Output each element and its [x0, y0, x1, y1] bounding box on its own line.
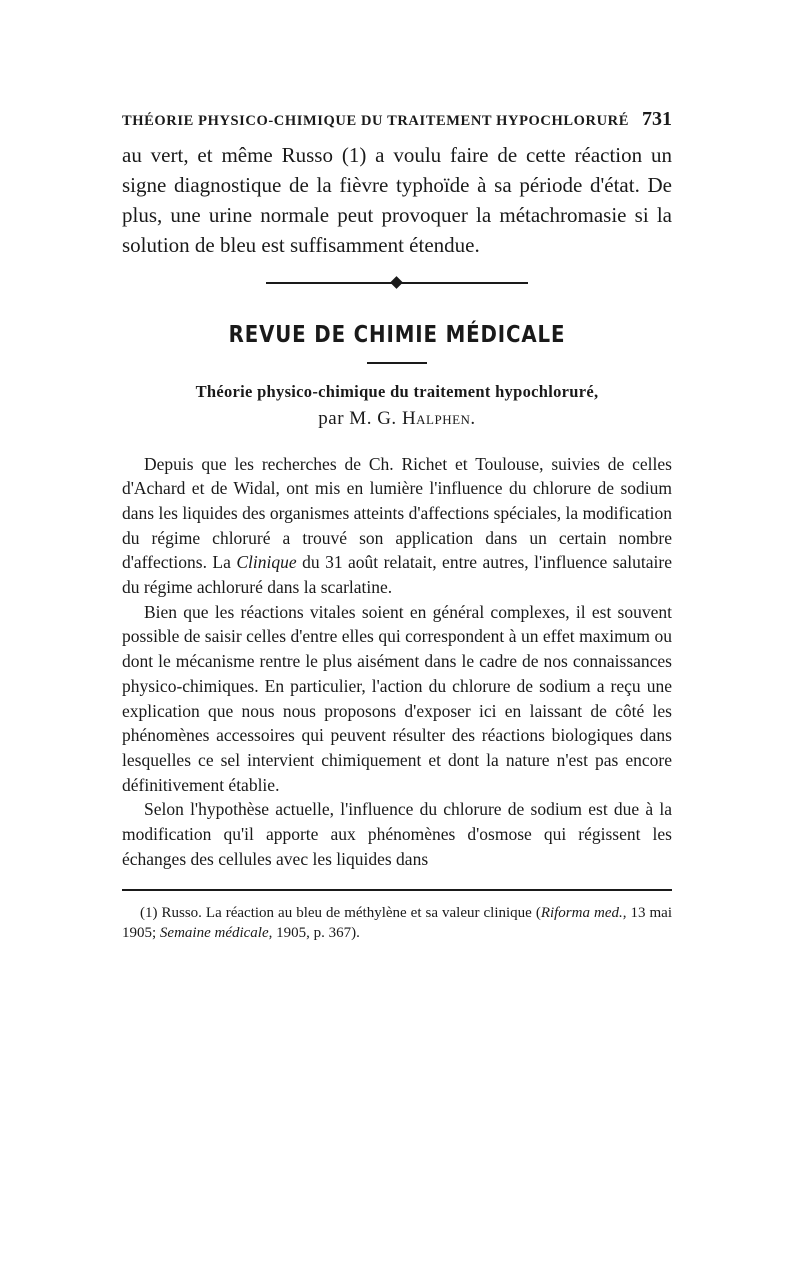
running-title: THÉORIE PHYSICO-CHIMIQUE DU TRAITEMENT HYPOCHLORURÉ — [122, 113, 630, 129]
page — [122, 108, 672, 943]
footnote-journal-semaine: Semaine médicale — [159, 924, 269, 941]
lead-paragraph: au vert, et même Russo (1) a voulu faire de cette réaction un signe diagnostique de la fièvre typhoïde à sa période d'état. De plus, une urine normale peut provoquer la métachromasie si la solution de bleu est suffisamment étendue. — [122, 143, 672, 257]
body-paragraph-2: Bien que les réactions vitales soient en général complexes, il est souvent possible de saisir celles d'entre elles qui correspondent à un effet maximum ou dont le mécanisme rentre le plus aisément dans le cadre de nos connaissances physico-chimiques. En particulier, l'action du chlorure de sodium a reçu une explication que nous nous proposons d'exposer ici en laissant de côté les phénomènes accessoires qui peuvent résulter des réactions biologiques dans lesquelles ce sel intervient chimiquement et dont la nature n'est pas encore définitivement établie. — [122, 601, 672, 795]
article-title: Théorie physico-chimique du traitement hypochloruré, — [195, 381, 599, 401]
footnote-text-after: , 1905, p. 367). — [268, 924, 360, 941]
ornamental-divider — [266, 276, 528, 290]
footnote-text-middle: , 13 mai 1905; — [122, 904, 672, 941]
journal-name-clinique: Clinique — [236, 552, 297, 573]
footnote-rule — [122, 889, 672, 891]
footnote-journal-riforma: Riforma med. — [540, 904, 623, 921]
footnotes — [122, 903, 672, 943]
footnote-1 — [122, 903, 672, 943]
p1-text-after: du 31 août relatait, entre autres, l'influence salutaire du régime achloruré dans la scarlatine. — [122, 552, 672, 598]
footnote-text-before: (1) Russo. La réaction au bleu de méthylène et sa valeur clinique ( — [140, 904, 541, 921]
byline-prefix: par M. G. — [318, 407, 397, 429]
section-rule — [367, 362, 427, 364]
article-body — [122, 452, 672, 872]
body-paragraph-3: Selon l'hypothèse actuelle, l'influence du chlorure de sodium est due à la modification qu'il apporte aux phénomènes d'osmose qui régissent les échanges des cellules avec les liquides dans — [122, 799, 672, 869]
running-header — [122, 108, 672, 132]
section-title: REVUE DE CHIMIE MÉDICALE — [228, 322, 566, 348]
continued-paragraph — [122, 140, 672, 260]
page-number: 731 — [642, 108, 672, 130]
author-byline — [122, 408, 672, 430]
diamond-icon — [390, 276, 403, 289]
p1-text-before: Depuis que les recherches de Ch. Richet et Toulouse, suivies de celles d'Achard et de Widal, ont mis en lumière l'influence du chlorure de sodium dans les liquides des organismes atteints d'affections spéciales, la modification du régime chloruré a trouvé son application dans un certain nombre d'affections. La — [122, 453, 672, 573]
author-name: Halphen. — [401, 407, 476, 429]
body-paragraph-1 — [122, 452, 672, 600]
